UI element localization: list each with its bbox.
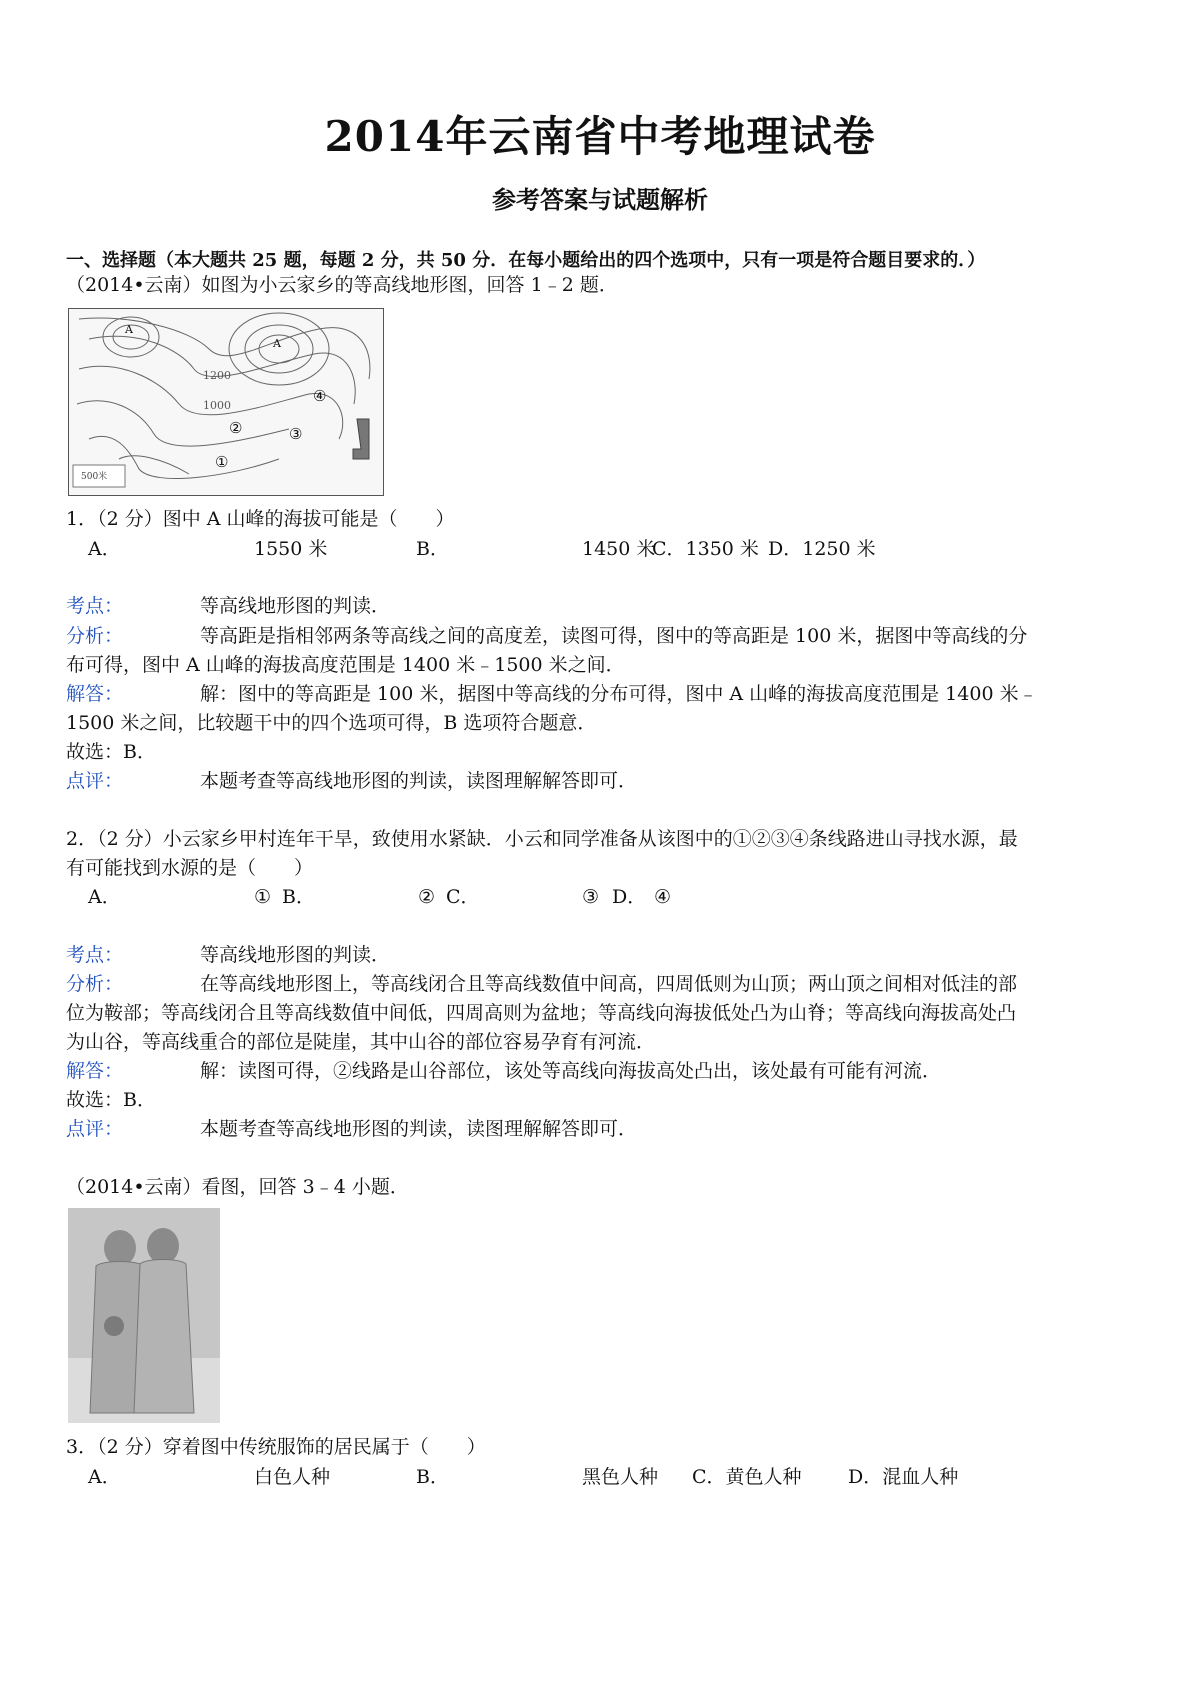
q1-fenxi-line2: 布可得，图中 A 山峰的海拔高度范围是 1400 米﹣1500 米之间． (66, 654, 625, 676)
q1-stem: 1．（2 分）图中 A 山峰的海拔可能是（ ） (66, 508, 455, 530)
q1-fenxi-label: 分析： (66, 625, 124, 647)
q3-option-a-value: 白色人种 (254, 1466, 331, 1488)
q2-option-a-value: ① (254, 886, 272, 908)
q3-option-c: C．黄色人种 (692, 1466, 802, 1488)
intro-q1-2: （2014•云南）如图为小云家乡的等高线地形图，回答 1﹣2 题． (66, 274, 618, 296)
q3-stem: 3．（2 分）穿着图中传统服饰的居民属于（ ） (66, 1436, 486, 1458)
q1-option-a-label: A． (88, 538, 121, 560)
q2-fenxi-label: 分析： (66, 973, 124, 995)
peak-a-label-2: A (273, 337, 281, 350)
traditional-costume-photo (68, 1208, 220, 1423)
section-heading: 一、选择题（本大题共 25 题，每题 2 分，共 50 分．在每小题给出的四个选项中，只有一项是符合题目要求的．） (66, 250, 986, 271)
q2-fenxi-line3: 为山谷，等高线重合的部位是陡崖，其中山谷的部位容易孕育有河流． (66, 1031, 656, 1053)
q3-option-d: D．混血人种 (848, 1466, 959, 1488)
contour-label-1000: 1000 (203, 399, 231, 412)
q2-fenxi-line2: 位为鞍部；等高线闭合且等高线数值中间低，四周高则为盆地；等高线向海拔低处凸为山脊；等高线向海拔高处凸 (66, 1002, 1017, 1024)
q2-stem-line1: 2．（2 分）小云家乡甲村连年干旱，致使用水紧缺．小云和同学准备从该图中的①②③④条线路进山寻找水源，最 (66, 828, 1018, 850)
q2-fenxi-line1: 在等高线地形图上，等高线闭合且等高线数值中间高，四周低则为山顶；两山顶之间相对低洼的部 (200, 973, 1018, 995)
q1-option-d: D．1250 米 (768, 538, 876, 560)
q2-option-d-label: D． (612, 886, 647, 908)
q2-option-d-value: ④ (654, 886, 672, 908)
contour-label-1200: 1200 (203, 369, 231, 382)
q2-jieda: 解：读图可得，②线路是山谷部位，该处等高线向海拔高处凸出，该处最有可能有河流． (200, 1060, 942, 1082)
route-2-label: ② (229, 419, 243, 437)
q1-fenxi-line1: 等高距是指相邻两条等高线之间的高度差，读图可得，图中的等高距是 100 米，据图中等高线的分 (200, 625, 1028, 647)
peak-a-label-1: A (125, 323, 133, 336)
route-1-label: ① (215, 453, 229, 471)
q1-dianping: 本题考查等高线地形图的判读，读图理解解答即可． (200, 770, 638, 792)
q2-kaodian-label: 考点： (66, 944, 124, 966)
q1-option-b-value: 1450 米 (582, 538, 656, 560)
q2-option-b-label: B． (282, 886, 315, 908)
intro-q3-4: （2014•云南）看图，回答 3﹣4 小题． (66, 1176, 409, 1198)
q2-answer: 故选：B． (66, 1089, 156, 1111)
q2-stem-line2: 有可能找到水源的是（ ） (66, 857, 314, 879)
photo-drawing (68, 1208, 220, 1423)
map-scale-label: 500米 (81, 472, 108, 482)
route-4-label: ④ (313, 387, 327, 405)
q2-option-c-value: ③ (582, 886, 600, 908)
q1-jieda-label: 解答： (66, 683, 124, 705)
q1-jieda-line2: 1500 米之间，比较题干中的四个选项可得，B 选项符合题意． (66, 712, 597, 734)
q1-jieda-line1: 解：图中的等高距是 100 米，据图中等高线的分布可得，图中 A 山峰的海拔高度范围是 1400 米﹣ (200, 683, 1038, 705)
q1-option-a-value: 1550 米 (254, 538, 328, 560)
q1-option-c: C．1350 米 (652, 538, 759, 560)
q1-kaodian-label: 考点： (66, 595, 124, 617)
contour-map-figure (68, 308, 384, 496)
q3-option-a-label: A． (88, 1466, 121, 1488)
q2-option-b-value: ② (418, 886, 436, 908)
q2-kaodian: 等高线地形图的判读． (200, 944, 391, 966)
q1-option-b-label: B． (416, 538, 449, 560)
q2-jieda-label: 解答： (66, 1060, 124, 1082)
q1-kaodian: 等高线地形图的判读． (200, 595, 391, 617)
q1-answer: 故选：B． (66, 741, 156, 763)
q2-option-c-label: C． (446, 886, 480, 908)
q2-dianping: 本题考查等高线地形图的判读，读图理解解答即可． (200, 1118, 638, 1140)
q1-dianping-label: 点评： (66, 770, 124, 792)
q2-dianping-label: 点评： (66, 1118, 124, 1140)
route-3-label: ③ (289, 425, 303, 443)
page-title: 2014年云南省中考地理试卷 (324, 112, 876, 161)
q2-option-a-label: A． (88, 886, 121, 908)
q3-option-b-label: B． (416, 1466, 449, 1488)
page-subtitle: 参考答案与试题解析 (492, 185, 708, 214)
q3-option-b-value: 黑色人种 (582, 1466, 659, 1488)
